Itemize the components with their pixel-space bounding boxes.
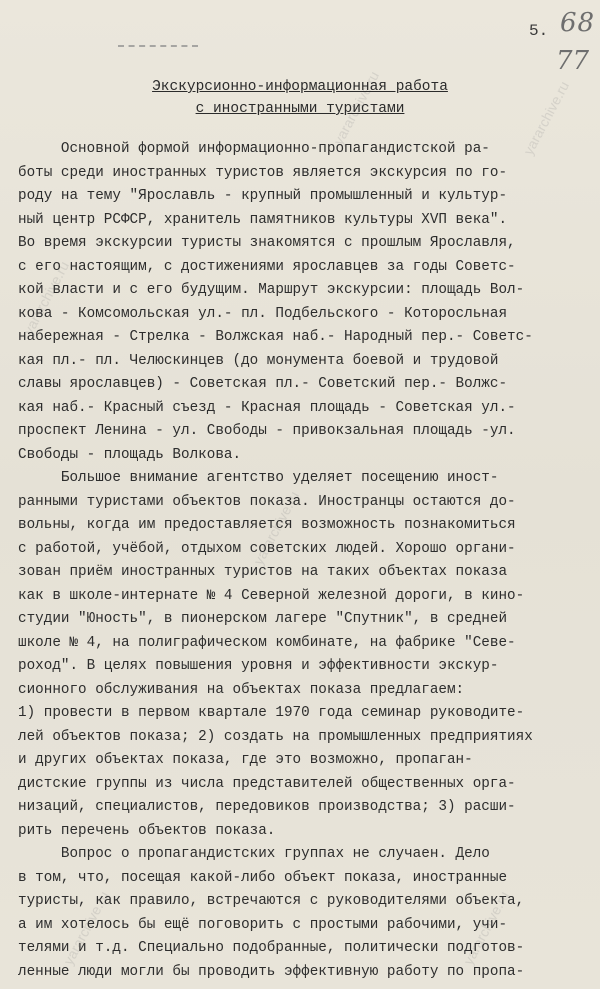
- body-line: зован приём иностранных туристов на таких объектах показа: [18, 564, 508, 580]
- body-line: дистские группы из числа представителей общественных орга-: [18, 775, 516, 792]
- body-line: а им хотелось бы ещё поговорить с простыми рабочими, учи-: [18, 916, 508, 933]
- body-line: кова - Комсомольская ул.- пл. Подбельского - Которосльная: [18, 305, 508, 322]
- archive-number-handwritten: 77: [556, 46, 590, 76]
- body-line: кая наб.- Красный съезд - Красная площадь - Советская ул.-: [18, 399, 516, 416]
- body-line: как в школе-интернате № 4 Северной железной дороги, в кино-: [18, 587, 525, 604]
- page-number: 5.: [529, 22, 549, 40]
- archive-number-stamp: 68: [560, 8, 596, 38]
- body-line: сионного обслуживания на объектах показа предлагаем:: [18, 681, 465, 698]
- body-line: набережная - Стрелка - Волжская наб.- Народный пер.- Советс-: [18, 329, 533, 345]
- body-line: кая пл.- пл. Челюскинцев (до монумента боевой и трудовой: [18, 352, 499, 369]
- watermark: yararchive.ru: [460, 888, 513, 968]
- body-line: славы ярославцев) - Советская пл.- Советский пер.- Волжс-: [18, 376, 508, 392]
- watermark: yararchive.ru: [20, 258, 73, 338]
- watermark: yararchive.ru: [250, 488, 303, 568]
- body-line: Свободы - площадь Волкова.: [18, 446, 242, 463]
- body-line: низаций, специалистов, передовиков производства; 3) расши-: [18, 799, 516, 815]
- body-line: ный центр РСФСР, хранитель памятников культуры ХVП века".: [18, 211, 508, 228]
- body-line: в том, что, посещая какой-либо объект показа, иностранные: [18, 869, 508, 886]
- body-line: рить перечень объектов показа.: [18, 822, 276, 839]
- watermark: yararchive.ru: [330, 68, 383, 148]
- body-line: проспект Ленина - ул. Свободы - привокзальная площадь -ул.: [18, 423, 516, 439]
- body-line: с его настоящим, с достижениями ярославцев за годы Советс-: [18, 258, 516, 275]
- body-line: Большое внимание агентство уделяет посещению иност-: [18, 470, 499, 486]
- body-line: кой власти и с его будущим. Маршрут экскурсии: площадь Вол-: [18, 282, 525, 298]
- body-line: туристы, как правило, встречаются с руководителями объекта,: [18, 893, 525, 909]
- body-line: боты среди иностранных туристов является экскурсия по го-: [18, 164, 508, 181]
- body-line: Во время экскурсии туристы знакомятся с прошлым Ярославля,: [18, 235, 516, 251]
- body-line: вольны, когда им предоставляется возможность познакомиться: [18, 517, 516, 533]
- title-line-1: Экскурсионно-информационная работа: [152, 79, 448, 95]
- body-line: телями и т.д. Специально подобранные, политически подготов-: [18, 940, 525, 956]
- document-title: [0, 76, 600, 120]
- watermark: yararchive.ru: [520, 78, 573, 158]
- body-line: Вопрос о пропагандистских группах не случаен. Дело: [18, 846, 490, 862]
- body-line: с работой, учёбой, отдыхом советских людей. Хорошо органи-: [18, 540, 516, 557]
- body-line: роход". В целях повышения уровня и эффективности экскур-: [18, 658, 499, 674]
- body-line: ленные люди могли бы проводить эффективную работу по пропа-: [18, 963, 525, 980]
- title-line-2: с иностранными туристами: [195, 101, 405, 117]
- body-line: 1) провести в первом квартале 1970 года семинар руководите-: [18, 705, 525, 721]
- body-line: ранными туристами объектов показа. Иностранцы остаются до-: [18, 493, 516, 510]
- body-line: и других объектах показа, где это возможно, пропаган-: [18, 752, 473, 768]
- header-dash-line: [118, 45, 198, 47]
- body-line: Основной формой информационно-пропагандистской ра-: [18, 141, 490, 157]
- body-line: роду на тему "Ярославль - крупный промышленный и культур-: [18, 188, 508, 204]
- body-line: студии "Юность", в пионерском лагере "Спутник", в средней: [18, 611, 508, 627]
- document-body: [18, 138, 588, 984]
- body-line: школе № 4, на полиграфическом комбинате, на фабрике "Севе-: [18, 634, 516, 651]
- body-line: лей объектов показа; 2) создать на промышленных предприятиях: [18, 728, 533, 745]
- watermark: yararchive.ru: [60, 888, 113, 968]
